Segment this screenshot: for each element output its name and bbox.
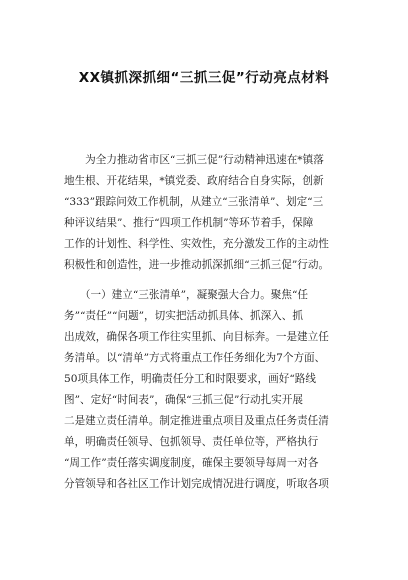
text-line: 单，明确责任领导、包抓领导、责任单位等，严格执行	[64, 436, 319, 448]
text-line: “333”跟踪问效工作机制，从建立“三张清单”、划定“三	[64, 196, 324, 208]
text-line: （一）建立“三张清单”，凝聚强大合力。聚焦“任	[64, 289, 309, 301]
text-line: 图”、定好“时间表”，确保“三抓三促”行动扎实开展	[64, 394, 303, 406]
text-line: 50项具体工作，明确责任分工和时限要求，画好“路线	[64, 373, 316, 385]
paragraph-section-one	[64, 285, 348, 495]
document-title: XX镇抓深抓细“三抓三促”行动亮点材料	[78, 70, 330, 86]
text-line: 为全力推动省市区“三抓三促”行动精神迅速在*镇落	[64, 154, 324, 166]
text-line: 种评议结果”、推行“四项工作机制”等环节着手，保障	[64, 217, 314, 229]
text-line: 务”“责任”“问题”，切实把活动抓具体、抓深入、抓	[64, 310, 303, 322]
text-line: 积极性和创造性，进一步推动抓深抓细“三抓三促”行动。	[64, 259, 330, 271]
text-line: 分管领导和各社区工作计划完成情况进行调度，听取各项	[64, 478, 329, 490]
text-line: “周工作”责任落实调度制度，確保主要领导每周一对各	[64, 457, 319, 469]
paragraph-intro	[64, 150, 348, 276]
text-line: 二是建立责任清单。制定推进重点项目及重点任务责任清	[64, 415, 329, 427]
text-line: 地生根、开花结果，*镇党委、政府结合自身实际，创新	[64, 175, 324, 187]
text-line: 工作的计划性、科学性、实效性，充分激发工作的主动性	[64, 238, 329, 250]
text-line: 务清单。以“清单”方式将重点工作任务细化为7个方面、	[64, 352, 326, 364]
text-line: 出成效，确保各项工作往实里抓、向目标奔。一是建立任	[64, 331, 329, 343]
